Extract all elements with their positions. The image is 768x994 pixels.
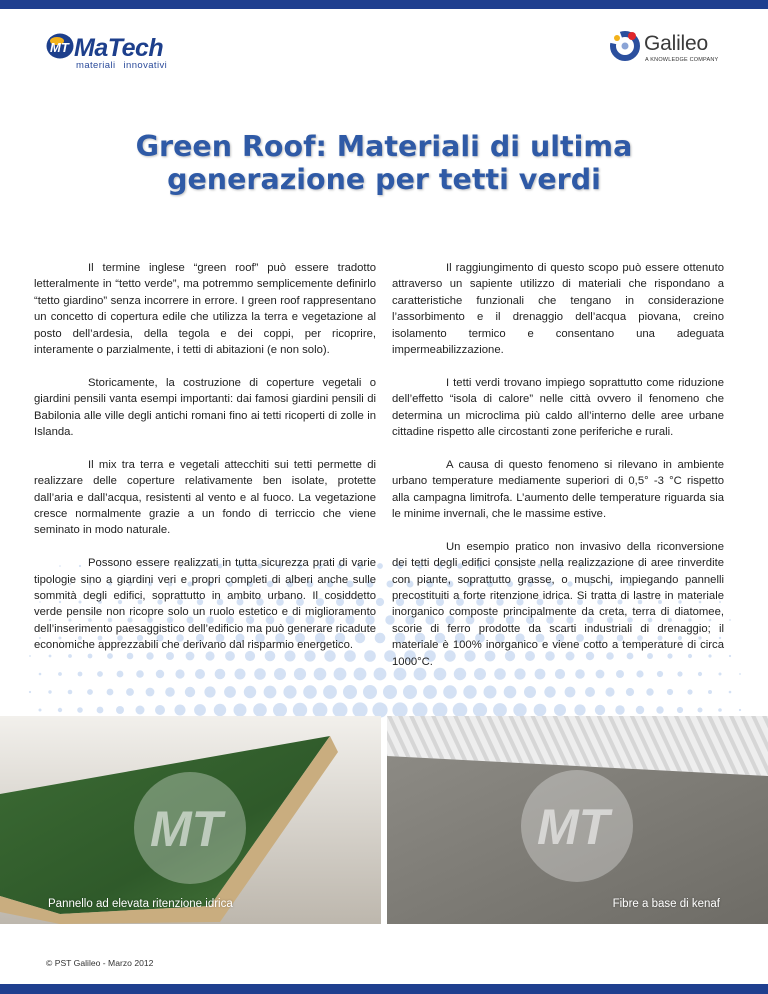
matech-logo <box>46 30 196 74</box>
photo-caption-right: Fibre a base di kenaf <box>612 898 720 910</box>
svg-text:MT: MT <box>537 799 610 855</box>
green-panel-photo <box>0 716 381 924</box>
bottom-bar <box>0 984 768 994</box>
paragraph: A causa di questo fenomeno si rilevano in ambiente urbano temperature mediamente superiori di 0,5° -3 °C rispetto alla campagna limitrofa. L’aumento delle temperature riguarda sia le minime invernali, che le massime estive. <box>392 458 724 521</box>
title-line-1: Green Roof: Materiali di ultima <box>135 130 633 163</box>
paragraph: I tetti verdi trovano impiego soprattutto come riduzione dell’effetto “isola di calore” nelle città ovvero il fenomeno che determina un microclima più caldo all’interno delle aree urbane cittadine rispetto alle circostanti zone periferiche e rurali. <box>392 376 724 439</box>
top-bar <box>0 0 768 9</box>
footer-copyright: © PST Galileo - Marzo 2012 <box>46 958 154 968</box>
page-title <box>0 130 768 196</box>
paragraph: Un esempio pratico non invasivo della riconversione dei tetti degli edifici consiste nella realizzazione di aree rinverdite con piante, soprattutto grasse, o muschi, impiegando pannelli precostituiti a forte ritenzione idrica. Si tratta di lastre in materiale inorganico composte principalmente da creta, terra di diatomee, scorie di ferro prodotte da scarti industriali di drenaggio; il materiale è 100% inorganico e viene cotto a temperature di circa 1000°C. <box>392 540 724 668</box>
photo-caption-left: Pannello ad elevata ritenzione idrica <box>48 898 233 910</box>
matech-name: MaTech <box>74 34 164 62</box>
svg-text:MT: MT <box>50 40 69 55</box>
galileo-mark-icon <box>608 28 642 62</box>
galileo-logo <box>608 28 738 68</box>
matech-tagline: materiali innovativi <box>76 60 168 71</box>
title-line-2: generazione per tetti verdi <box>167 163 601 196</box>
paragraph: Storicamente, la costruzione di coperture vegetali o giardini pensili vanta esempi importanti: dai famosi giardini pensili di Babilonia alle ville degli antichi romani fino ai tetti ricoperti di zolle in Islanda. <box>34 376 376 439</box>
paragraph: Il mix tra terra e vegetali attecchiti sui tetti permette di realizzare delle coperture relativamente ben isolate, protette dall’aria e dall’acqua, resistenti al vento e al fuoco. La vegetazione cresce normalmente grazie a un fondo di terriccio che viene seminato in modo naturale. <box>34 458 376 537</box>
right-column <box>392 260 724 687</box>
paragraph: Il termine inglese “green roof” può essere tradotto letteralmente in “tetto verde”, ma potremmo semplicemente definirlo “tetto giardino” senza incorrere in errore. I green roof rappresentano un concetto di copertura edile che utilizza la terra e vegetazione al posto dell’ardesia, della tegola e dei coppi, per ricoprire, interamente o parzialmente, i tetti di abitazioni (e non solo). <box>34 262 376 357</box>
matech-mark-icon <box>46 32 74 60</box>
paragraph: Il raggiungimento di questo scopo può essere ottenuto attraverso un sapiente utilizzo di materiali che rispondano a caratteristiche funzionali che tengano in considerazione l’assorbimento e il drenaggio dell’acqua piovana, creino isolamento termico e consentano una adeguata impermeabilizzazione. <box>392 262 724 357</box>
paragraph: Possono essere realizzati in tutta sicurezza prati di varie tipologie sino a giardini veri e propri completi di alberi anche sulle sommità degli edifici, soprattutto in ambito urbano. Il cosiddetto verde pensile non ricopre solo un ruolo estetico e di miglioramento dell’inserimento paesaggistico dell’edificio ma può generare ricadute economiche apprezzabili che derivano dal risparmio energetico. <box>34 557 376 652</box>
galileo-name: Galileo <box>644 32 708 55</box>
galileo-subtitle: A KNOWLEDGE COMPANY <box>645 57 719 63</box>
svg-text:MT: MT <box>150 801 223 857</box>
kenaf-fiber-photo <box>387 716 768 924</box>
left-column <box>34 260 376 670</box>
